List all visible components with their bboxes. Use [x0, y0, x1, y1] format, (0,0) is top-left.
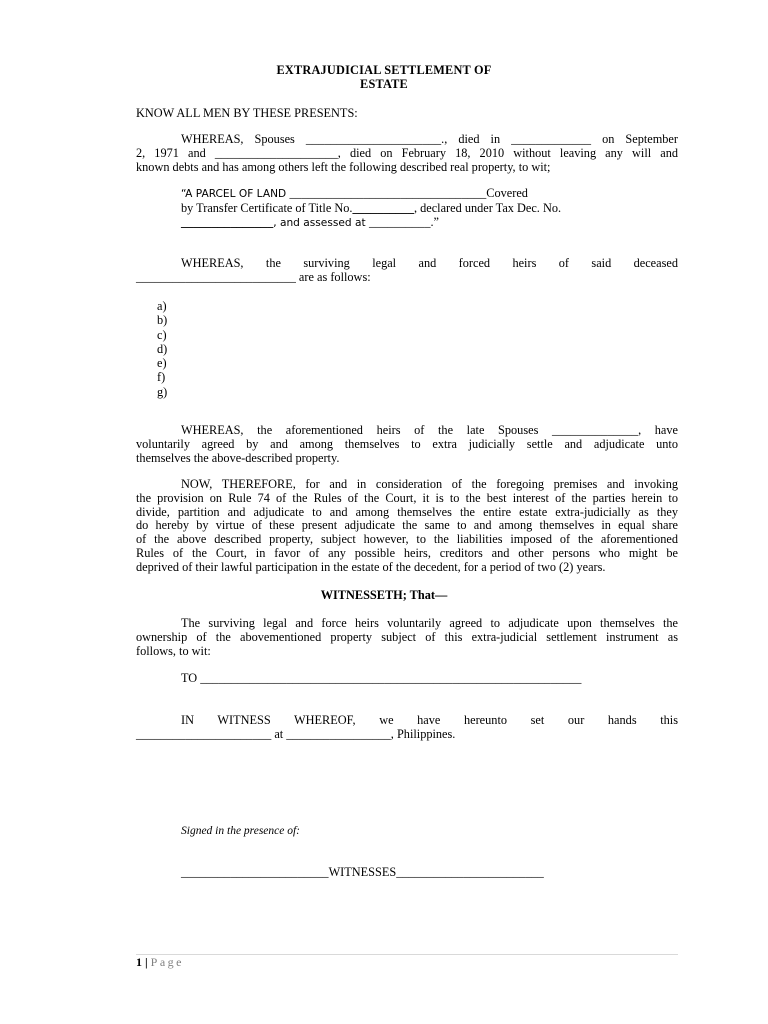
surviving-line-2: ownership of the abovementioned property subject of this extra-judicial settlement instrument as — [136, 629, 678, 644]
page-footer — [136, 956, 184, 970]
heir-item: d) — [157, 341, 168, 356]
whereas3-line-3: themselves the above-described property. — [136, 450, 340, 465]
witnesseth-heading: WITNESSETH; That— — [320, 588, 448, 602]
tax-dec-label: , declared under Tax Dec. No. — [413, 201, 562, 215]
witnesses-signature-line: ________________________WITNESSES________________________ — [181, 865, 544, 879]
whereas-paragraph-1 — [136, 133, 678, 174]
heir-item: f) — [157, 370, 166, 385]
signed-presence-text: Signed in the presence of: — [181, 825, 301, 837]
whereas2-line-2: __________________________ are as follows: — [136, 269, 371, 284]
whereas3-line-2: voluntarily agreed by and among themselves to extra judicially settle and adjudicate unto — [136, 436, 678, 451]
now-therefore-line-6: Rules of the Court, in favor of any possible heirs, creditors and other persons who might be — [136, 545, 678, 560]
whereas1-line-3: known debts and has among others left the following described real property, to wit; — [136, 159, 551, 174]
surviving-line-1: The surviving legal and force heirs voluntarily agreed to adjudicate upon themselves the — [181, 616, 678, 630]
whereas1-line-1: WHEREAS, Spouses ______________________., died in _____________ on September — [181, 132, 678, 146]
parcel-line-2 — [181, 202, 561, 216]
heir-item: c) — [157, 327, 167, 342]
page-label: Page — [150, 955, 184, 969]
now-therefore-line-4: do hereby by virtue of these present adjudicate the same to and among themselves in equal share — [136, 518, 678, 533]
footer-divider — [136, 954, 678, 955]
parcel-close: .” — [430, 215, 440, 229]
in-witness-line-2: ______________________ at _________________, Philippines. — [136, 726, 456, 741]
whereas2-line-1: WHEREAS, the surviving legal and forced heirs of said deceased — [181, 256, 678, 270]
parcel-blank: ________________________________ — [289, 186, 487, 200]
title-line-2: ESTATE — [360, 77, 408, 91]
page-number: 1 — [136, 955, 142, 969]
whereas1-line-2: 2, 1971 and ____________________, died on February 18, 2010 without leaving any will and — [136, 145, 678, 160]
heir-item: a) — [157, 299, 167, 313]
now-therefore-line-1: NOW, THEREFORE, for and in consideration of the foregoing premises and invoking — [181, 477, 678, 491]
footer-separator: | — [142, 955, 151, 969]
intro-text: KNOW ALL MEN BY THESE PRESENTS: — [136, 106, 358, 120]
whereas-paragraph-3 — [136, 424, 678, 465]
whereas-paragraph-2 — [136, 257, 678, 285]
now-therefore-line-5: of the above described property, subject however, to the liabilities imposed of the aforementioned — [136, 532, 678, 547]
now-therefore-line-3: divide, partition and adjudicate to and among themselves the entire estate extra-judicially as they — [136, 504, 678, 519]
now-therefore-line-2: the provision on Rule 74 of the Rules of the Court, it is to the best interest of the parties herein to — [136, 490, 678, 505]
tax-dec-blank: _______________ — [181, 215, 274, 229]
assessed-blank: __________ — [368, 215, 431, 229]
now-therefore-paragraph — [136, 478, 678, 575]
heir-item: g) — [157, 384, 168, 399]
parcel-line-1 — [181, 187, 634, 202]
to-line: TO ______________________________________________________________ — [181, 671, 582, 685]
assessed-label: , and assessed at — [273, 217, 369, 229]
tct-blank: __________ — [352, 201, 414, 215]
whereas3-line-1: WHEREAS, the aforementioned heirs of the late Spouses ______________, have — [181, 423, 678, 437]
surviving-heirs-paragraph — [136, 617, 678, 658]
tct-label: by Transfer Certificate of Title No. — [181, 201, 353, 215]
title-line-1: EXTRAJUDICIAL SETTLEMENT OF — [276, 63, 492, 77]
heir-item: e) — [157, 356, 167, 371]
in-witness-paragraph — [136, 714, 678, 742]
parcel-line-3 — [181, 216, 439, 231]
parcel-prefix: “A PARCEL OF LAND — [181, 188, 290, 200]
in-witness-line-1: IN WITNESS WHEREOF, we have hereunto set our hands this — [181, 713, 678, 727]
parcel-covered: Covered — [486, 186, 528, 200]
heirs-list — [157, 299, 167, 399]
now-therefore-line-7: deprived of their lawful participation in the estate of the decedent, for a period of two (2) years. — [136, 559, 606, 574]
surviving-line-3: follows, to wit: — [136, 643, 211, 658]
heir-item: b) — [157, 313, 168, 328]
